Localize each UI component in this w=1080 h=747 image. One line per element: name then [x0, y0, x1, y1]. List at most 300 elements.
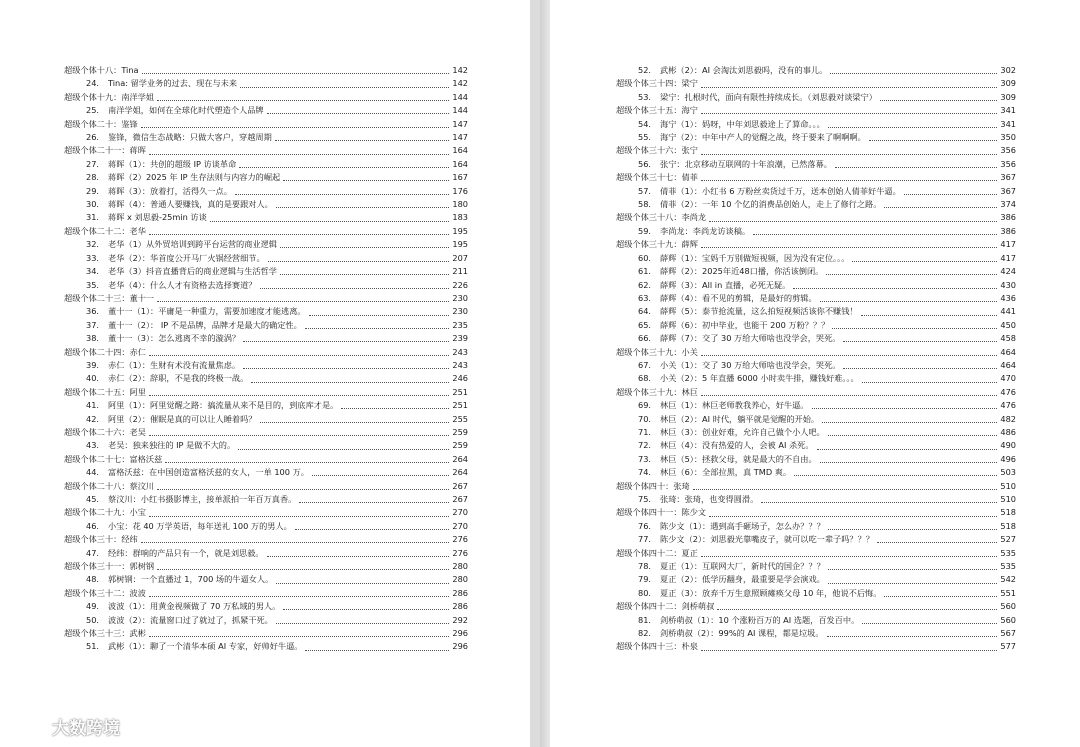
toc-entry[interactable]	[616, 413, 1016, 426]
toc-leader-dots	[701, 154, 997, 155]
toc-entry[interactable]	[64, 265, 468, 278]
toc-title: 经纬：群响的产品只有一个，就是刘思毅。	[108, 547, 264, 558]
toc-page-number: 267	[452, 480, 468, 491]
toc-page-number: 164	[452, 145, 468, 156]
toc-page-number: 527	[1000, 534, 1016, 545]
toc-section-heading[interactable]	[64, 453, 468, 466]
toc-leader-dots	[276, 583, 449, 584]
toc-title: 赤仁（2）：辞职，不是我的终极一战。	[108, 373, 249, 384]
toc-entry[interactable]	[616, 265, 1016, 278]
toc-section-heading[interactable]	[616, 346, 1016, 359]
toc-page-number: 183	[452, 212, 468, 223]
toc-page-number: 341	[1000, 105, 1016, 116]
toc-entry-number: 57.	[638, 185, 652, 196]
toc-leader-dots	[701, 650, 997, 651]
toc-leader-dots	[828, 583, 997, 584]
toc-title: Tina: 留学业务的过去、现在与未来	[108, 78, 238, 89]
toc-title: 武彬（2）：AI 会淘汰刘思毅吗，没有的事儿。	[660, 65, 828, 75]
table-of-contents	[616, 64, 1016, 654]
toc-page-number: 567	[1000, 628, 1016, 639]
toc-entry-number: 25.	[86, 105, 100, 116]
toc-leader-dots	[149, 395, 449, 396]
toc-entry-number: 81.	[638, 614, 652, 625]
toc-entry[interactable]	[616, 359, 1016, 372]
toc-page-number: 464	[1000, 359, 1016, 370]
toc-section-heading[interactable]	[64, 225, 468, 238]
toc-leader-dots	[753, 234, 997, 235]
toc-title: 海宁（1）：妈呀，中年刘思毅途上了算命。。。	[660, 118, 825, 129]
toc-title: 超级个体四十一：陈少文	[616, 507, 707, 518]
toc-section-heading[interactable]	[616, 547, 1016, 560]
toc-title: 林巨（3）：创业好难，允许自己做个小人吧。	[660, 426, 825, 437]
toc-page-number: 195	[452, 225, 468, 236]
toc-section-heading[interactable]	[64, 91, 468, 104]
toc-entry-number: 65.	[638, 319, 652, 330]
toc-entry[interactable]	[616, 627, 1016, 640]
toc-leader-dots	[828, 435, 997, 436]
toc-entry-number: 75.	[638, 494, 652, 504]
toc-page-number: 551	[1000, 587, 1016, 598]
toc-section-heading[interactable]	[616, 600, 1016, 613]
toc-page-number: 577	[1000, 641, 1016, 652]
toc-entry[interactable]	[64, 413, 468, 426]
toc-page-number: 276	[452, 547, 468, 558]
toc-entry[interactable]	[64, 466, 468, 479]
toc-page-number: 490	[1000, 440, 1016, 451]
toc-entry-number: 26.	[86, 132, 100, 143]
toc-title: 董十一（2）： IP 不是品牌，品牌才是最大的确定性。	[108, 319, 302, 330]
toc-entry[interactable]	[64, 640, 468, 653]
toc-entry[interactable]	[616, 399, 1016, 412]
toc-section-heading[interactable]	[64, 426, 468, 439]
toc-page-number: 560	[1000, 601, 1016, 612]
toc-title: 董十一（3）：怎么逃离不幸的漩涡？	[108, 333, 241, 344]
toc-title: 剑桥萌叔（1）：10 个涨粉百万的 AI 选题，百发百中。	[660, 614, 860, 625]
toc-entry[interactable]	[616, 185, 1016, 198]
toc-entry[interactable]	[616, 466, 1016, 479]
toc-section-heading[interactable]	[616, 171, 1016, 184]
toc-entry[interactable]	[64, 439, 468, 452]
toc-entry[interactable]	[616, 292, 1016, 305]
toc-entry-number: 31.	[86, 212, 100, 223]
toc-leader-dots	[268, 261, 450, 262]
toc-leader-dots	[142, 73, 450, 74]
toc-entry-number: 52.	[638, 65, 652, 75]
toc-entry-number: 80.	[638, 587, 652, 598]
toc-entry[interactable]	[616, 372, 1016, 385]
toc-page-number: 441	[1000, 306, 1016, 317]
toc-title: 蒋晖（4）：普通人要赚钱，真的是要跟对人。	[108, 199, 273, 210]
toc-section-heading[interactable]	[64, 533, 468, 546]
toc-title: 林巨（6）：全部拉黑，真 TMD 爽。	[660, 467, 792, 478]
toc-leader-dots	[862, 382, 998, 383]
toc-title: 薛辉（3）：All in 直播，必死无疑。	[660, 279, 791, 290]
toc-section-heading[interactable]	[616, 506, 1016, 519]
toc-entry[interactable]	[616, 573, 1016, 586]
toc-page-number: 259	[452, 440, 468, 451]
toc-page-number: 386	[1000, 225, 1016, 236]
toc-entry[interactable]	[616, 118, 1016, 131]
toc-entry-number: 51.	[86, 641, 100, 652]
toc-title: 老华（4）：什么人才有资格去选择赛道？	[108, 279, 257, 290]
toc-entry[interactable]	[616, 131, 1016, 144]
toc-leader-dots	[701, 556, 997, 557]
toc-page-number: 243	[452, 359, 468, 370]
toc-page-number: 195	[452, 239, 468, 250]
toc-page-number: 470	[1000, 373, 1016, 384]
toc-leader-dots	[157, 489, 449, 490]
toc-entry-number: 35.	[86, 279, 100, 290]
toc-leader-dots	[141, 542, 450, 543]
toc-page-number: 356	[1000, 158, 1016, 169]
toc-page-number: 280	[452, 561, 468, 572]
toc-title: 超级个体三十五：海宁	[616, 105, 698, 116]
toc-entry[interactable]	[64, 131, 468, 144]
toc-entry-number: 40.	[86, 373, 100, 384]
toc-section-heading[interactable]	[616, 144, 1016, 157]
toc-page-number: 142	[452, 78, 468, 89]
toc-page-number: 424	[1000, 266, 1016, 277]
toc-title: 阿里（1）：阿里觉醒之路：搞流量从来不是目的，到底库才是。	[108, 400, 339, 411]
toc-section-heading[interactable]	[616, 77, 1016, 90]
toc-section-heading[interactable]	[64, 64, 468, 77]
toc-section-heading[interactable]	[64, 346, 468, 359]
toc-entry[interactable]	[616, 560, 1016, 573]
toc-leader-dots	[904, 194, 998, 195]
toc-entry-number: 66.	[638, 333, 652, 344]
toc-entry[interactable]	[64, 600, 468, 613]
toc-entry[interactable]	[616, 198, 1016, 211]
watermark-logo-icon	[6, 716, 46, 738]
toc-entry[interactable]	[64, 158, 468, 171]
toc-leader-dots	[275, 140, 450, 141]
toc-section-heading[interactable]	[64, 627, 468, 640]
toc-entry-number: 45.	[86, 494, 100, 504]
toc-entry-number: 73.	[638, 453, 652, 464]
toc-leader-dots	[283, 609, 449, 610]
toc-title: 超级个体四十：张琦	[616, 480, 690, 491]
toc-entry-number: 49.	[86, 601, 100, 612]
toc-entry[interactable]	[64, 332, 468, 345]
toc-entry[interactable]	[616, 614, 1016, 627]
toc-entry-number: 56.	[638, 158, 652, 169]
toc-page-number: 510	[1000, 494, 1016, 504]
toc-title: 倩菲（1）：小红书 6 万粉丝卖货过千万，送本创始人倩菲好牛逼。	[660, 185, 901, 196]
toc-title: 老华（2）：华首度公开马厂火锅经营细节。	[108, 252, 265, 263]
toc-title: 超级个体二十：鉴锋	[64, 118, 138, 129]
toc-title: 武彬（1）：聊了一个清华本硕 AI 专家，好帅好牛逼。	[108, 641, 303, 652]
toc-title: 鉴锋，微信生态战略：只做大客户，穿越周期	[108, 132, 272, 143]
toc-title: 超级个体三十：经纬	[64, 534, 138, 545]
toc-section-heading[interactable]	[64, 386, 468, 399]
toc-title: 超级个体三十九：小关	[616, 346, 698, 357]
toc-page-number: 350	[1000, 132, 1016, 143]
toc-leader-dots	[701, 87, 997, 88]
toc-entry[interactable]	[616, 305, 1016, 318]
toc-entry[interactable]	[64, 319, 468, 332]
toc-section-heading[interactable]	[64, 587, 468, 600]
toc-title: 超级个体四十二：剑桥萌叔	[616, 601, 715, 612]
toc-leader-dots	[276, 623, 449, 624]
toc-entry[interactable]	[64, 198, 468, 211]
toc-leader-dots	[827, 636, 998, 637]
toc-page-number: 142	[452, 65, 468, 75]
toc-entry-number: 24.	[86, 78, 100, 89]
toc-entry-number: 55.	[638, 132, 652, 143]
toc-title: 薛辉（6）：初中毕业，也能干 200 万粉？？？	[660, 319, 830, 330]
toc-page-number: 251	[452, 386, 468, 397]
toc-page-number: 144	[452, 105, 468, 116]
toc-entry-number: 77.	[638, 534, 652, 545]
toc-entry[interactable]	[64, 399, 468, 412]
toc-leader-dots	[235, 194, 449, 195]
toc-leader-dots	[149, 234, 449, 235]
toc-entry[interactable]	[616, 279, 1016, 292]
toc-entry-number: 29.	[86, 185, 100, 196]
toc-page-number: 503	[1000, 467, 1016, 478]
toc-page-number: 417	[1000, 239, 1016, 250]
toc-leader-dots	[828, 569, 997, 570]
toc-leader-dots	[295, 529, 450, 530]
toc-section-heading[interactable]	[64, 560, 468, 573]
toc-page-number: 207	[452, 252, 468, 263]
toc-page-number: 267	[452, 494, 468, 504]
toc-section-heading[interactable]	[64, 480, 468, 493]
toc-title: 蒋晖（2）2025 年 IP 生存法则与内容力的崛起	[108, 172, 281, 183]
toc-title: 蒋晖（1）：共创的超级 IP 访谈革命	[108, 158, 237, 169]
toc-entry-number: 27.	[86, 158, 100, 169]
toc-entry-number: 63.	[638, 292, 652, 303]
toc-entry[interactable]	[64, 372, 468, 385]
toc-entry-number: 48.	[86, 574, 100, 585]
toc-entry[interactable]	[64, 77, 468, 90]
toc-section-heading[interactable]	[64, 144, 468, 157]
toc-entry[interactable]	[616, 533, 1016, 546]
toc-entry-number: 64.	[638, 306, 652, 317]
toc-leader-dots	[239, 167, 449, 168]
toc-page-number: 230	[452, 306, 468, 317]
toc-entry[interactable]	[616, 91, 1016, 104]
toc-entry[interactable]	[64, 279, 468, 292]
toc-entry[interactable]	[64, 520, 468, 533]
toc-entry[interactable]	[64, 104, 468, 117]
toc-title: 超级个体三十一：郭树钢	[64, 561, 155, 572]
toc-page-number: 356	[1000, 145, 1016, 156]
toc-entry-number: 36.	[86, 306, 100, 317]
toc-section-heading[interactable]	[64, 292, 468, 305]
toc-entry[interactable]	[64, 238, 468, 251]
toc-entry-number: 62.	[638, 279, 652, 290]
toc-page-number: 270	[452, 507, 468, 518]
toc-title: 超级个体二十七：富格沃兹	[64, 453, 163, 464]
toc-page-number: 147	[452, 118, 468, 129]
toc-page-number: 458	[1000, 333, 1016, 344]
toc-leader-dots	[812, 408, 998, 409]
toc-title: 超级个体三十二：波波	[64, 587, 146, 598]
toc-page-number: 292	[452, 614, 468, 625]
toc-section-heading[interactable]	[616, 211, 1016, 224]
toc-page-number: 535	[1000, 547, 1016, 558]
toc-page-number: 164	[452, 158, 468, 169]
toc-entry[interactable]	[64, 185, 468, 198]
toc-page-number: 482	[1000, 413, 1016, 424]
toc-leader-dots	[280, 247, 449, 248]
toc-entry[interactable]	[616, 439, 1016, 452]
toc-leader-dots	[693, 489, 998, 490]
toc-page-number: 243	[452, 346, 468, 357]
toc-leader-dots	[822, 422, 997, 423]
toc-leader-dots	[238, 449, 449, 450]
watermark	[6, 714, 120, 739]
toc-entry[interactable]	[64, 547, 468, 560]
toc-entry[interactable]	[616, 453, 1016, 466]
toc-entry[interactable]	[616, 158, 1016, 171]
toc-title: 蒋晖 x 刘思毅-25min 访谈	[108, 212, 207, 223]
toc-leader-dots	[843, 341, 997, 342]
toc-entry[interactable]	[616, 493, 1016, 506]
toc-section-heading[interactable]	[616, 104, 1016, 117]
toc-title: 薛辉（2）：2025年近48口播，你活该倒闭。	[660, 266, 824, 277]
toc-entry-number: 70.	[638, 413, 652, 424]
toc-title: 薛辉（4）：看不见的剪辑，是最好的剪辑。	[660, 292, 817, 303]
toc-page-number: 417	[1000, 252, 1016, 263]
toc-leader-dots	[267, 113, 450, 114]
toc-entry[interactable]	[616, 252, 1016, 265]
toc-entry[interactable]	[64, 305, 468, 318]
toc-leader-dots	[240, 87, 449, 88]
toc-title: 超级个体二十四：赤仁	[64, 346, 146, 357]
toc-entry[interactable]	[616, 520, 1016, 533]
toc-leader-dots	[832, 328, 997, 329]
toc-title: 小关（1）：交了 30 万给大师啥也没学会，哭死。	[660, 359, 841, 370]
toc-section-heading[interactable]	[64, 506, 468, 519]
toc-leader-dots	[305, 328, 450, 329]
toc-leader-dots	[251, 382, 449, 383]
toc-page-number: 486	[1000, 426, 1016, 437]
toc-title: 林巨（5）：拯救父母，就是最大的不自由。	[660, 453, 817, 464]
toc-leader-dots	[276, 207, 449, 208]
toc-section-heading[interactable]	[64, 118, 468, 131]
toc-page-number: 264	[452, 467, 468, 478]
toc-title: 林巨（1）：林巨老师教我养心，好牛逼。	[660, 400, 809, 411]
toc-entry-number: 44.	[86, 467, 100, 478]
toc-title: 蔡汶川：小红书摄影博主，接单派拍一年百万真香。	[108, 494, 297, 504]
toc-leader-dots	[884, 596, 997, 597]
toc-title: 薛辉（7）：交了 30 万给大师啥也没学会，哭死。	[660, 333, 841, 344]
toc-leader-dots	[149, 154, 449, 155]
toc-leader-dots	[794, 475, 997, 476]
toc-leader-dots	[149, 596, 449, 597]
toc-title: 赤仁（1）：生财有术没有流量焦虑。	[108, 359, 241, 370]
toc-page-number: 176	[452, 185, 468, 196]
toc-page-number: 144	[452, 91, 468, 102]
toc-title: 老吴：独来独往的 IP 是做不大的。	[108, 440, 236, 451]
toc-entry-number: 34.	[86, 266, 100, 277]
toc-entry-number: 58.	[638, 199, 652, 210]
toc-title: 夏正（3）：放弃千万生意照顾瘫痪父母 10 年，他说不后悔。	[660, 587, 882, 598]
toc-entry-number: 32.	[86, 239, 100, 250]
toc-section-heading[interactable]	[616, 480, 1016, 493]
toc-entry[interactable]	[64, 252, 468, 265]
toc-entry[interactable]	[64, 211, 468, 224]
toc-page-number: 296	[452, 641, 468, 652]
toc-title: 林巨（2）：AI 时代，躺平就是觉醒的开始。	[660, 413, 820, 424]
toc-leader-dots	[701, 113, 997, 114]
document-page-right	[550, 0, 1080, 747]
toc-leader-dots	[157, 569, 449, 570]
toc-entry-number: 30.	[86, 199, 100, 210]
toc-leader-dots	[852, 261, 997, 262]
toc-leader-dots	[312, 475, 449, 476]
toc-title: 老华（1）从外贸培训到跨平台运营的商业逻辑	[108, 239, 277, 250]
toc-entry-number: 38.	[86, 333, 100, 344]
toc-page-number: 259	[452, 426, 468, 437]
page-gutter-shade	[540, 0, 550, 747]
toc-entry[interactable]	[616, 426, 1016, 439]
toc-section-heading[interactable]	[616, 238, 1016, 251]
toc-section-heading[interactable]	[616, 386, 1016, 399]
toc-title: 超级个体三十八：李尚龙	[616, 212, 707, 223]
toc-title: 超级个体二十九：小宝	[64, 507, 146, 518]
toc-page-number: 518	[1000, 520, 1016, 531]
toc-section-heading[interactable]	[616, 640, 1016, 653]
toc-page-number: 430	[1000, 279, 1016, 290]
toc-leader-dots	[793, 288, 997, 289]
toc-page-number: 476	[1000, 386, 1016, 397]
toc-page-number: 286	[452, 601, 468, 612]
toc-title: 夏正（1）：互联网大厂，新时代的国企？？？	[660, 561, 825, 572]
toc-entry-number: 42.	[86, 413, 100, 424]
toc-leader-dots	[210, 221, 450, 222]
toc-title: 陈少文（2）：刘思毅光靠嘴皮子，就可以吃一辈子吗？？？	[660, 534, 874, 545]
toc-entry[interactable]	[616, 332, 1016, 345]
toc-page-number: 386	[1000, 212, 1016, 223]
toc-leader-dots	[243, 368, 449, 369]
toc-leader-dots	[843, 368, 997, 369]
toc-entry[interactable]	[64, 493, 468, 506]
toc-entry[interactable]	[616, 319, 1016, 332]
toc-leader-dots	[165, 462, 449, 463]
toc-page-number: 270	[452, 520, 468, 531]
toc-title: 蒋晖（3）：放着打，活得久一点。	[108, 185, 232, 196]
toc-leader-dots	[709, 221, 997, 222]
toc-entry-number: 41.	[86, 400, 100, 411]
toc-entry[interactable]	[616, 64, 1016, 77]
toc-title: 陈少文（1）：遇到高手砸场子，怎么办？？？	[660, 520, 825, 531]
toc-entry[interactable]	[64, 359, 468, 372]
toc-leader-dots	[884, 207, 997, 208]
toc-title: 超级个体三十四：梁宁	[616, 78, 698, 89]
toc-title: 老华（3）抖音直播背后的商业逻辑与生活哲学	[108, 266, 277, 277]
toc-entry[interactable]	[64, 614, 468, 627]
toc-title: 波波（1）：用黄金视频做了 70 万私域的男人。	[108, 601, 281, 612]
toc-entry-number: 67.	[638, 359, 652, 370]
toc-title: 超级个体四十三：朴泉	[616, 641, 698, 652]
toc-leader-dots	[149, 636, 449, 637]
toc-title: 超级个体二十八：蔡汶川	[64, 480, 155, 491]
toc-entry[interactable]	[64, 171, 468, 184]
toc-page-number: 341	[1000, 118, 1016, 129]
toc-entry[interactable]	[616, 225, 1016, 238]
toc-page-number: 374	[1000, 199, 1016, 210]
toc-page-number: 367	[1000, 185, 1016, 196]
toc-entry[interactable]	[64, 573, 468, 586]
toc-page-number: 296	[452, 628, 468, 639]
toc-entry[interactable]	[616, 587, 1016, 600]
toc-leader-dots	[869, 140, 998, 141]
toc-title: 林巨（4）：没有热爱的人，会被 AI 杀死。	[660, 440, 814, 451]
toc-title: 超级个体三十九：薛辉	[616, 239, 698, 250]
